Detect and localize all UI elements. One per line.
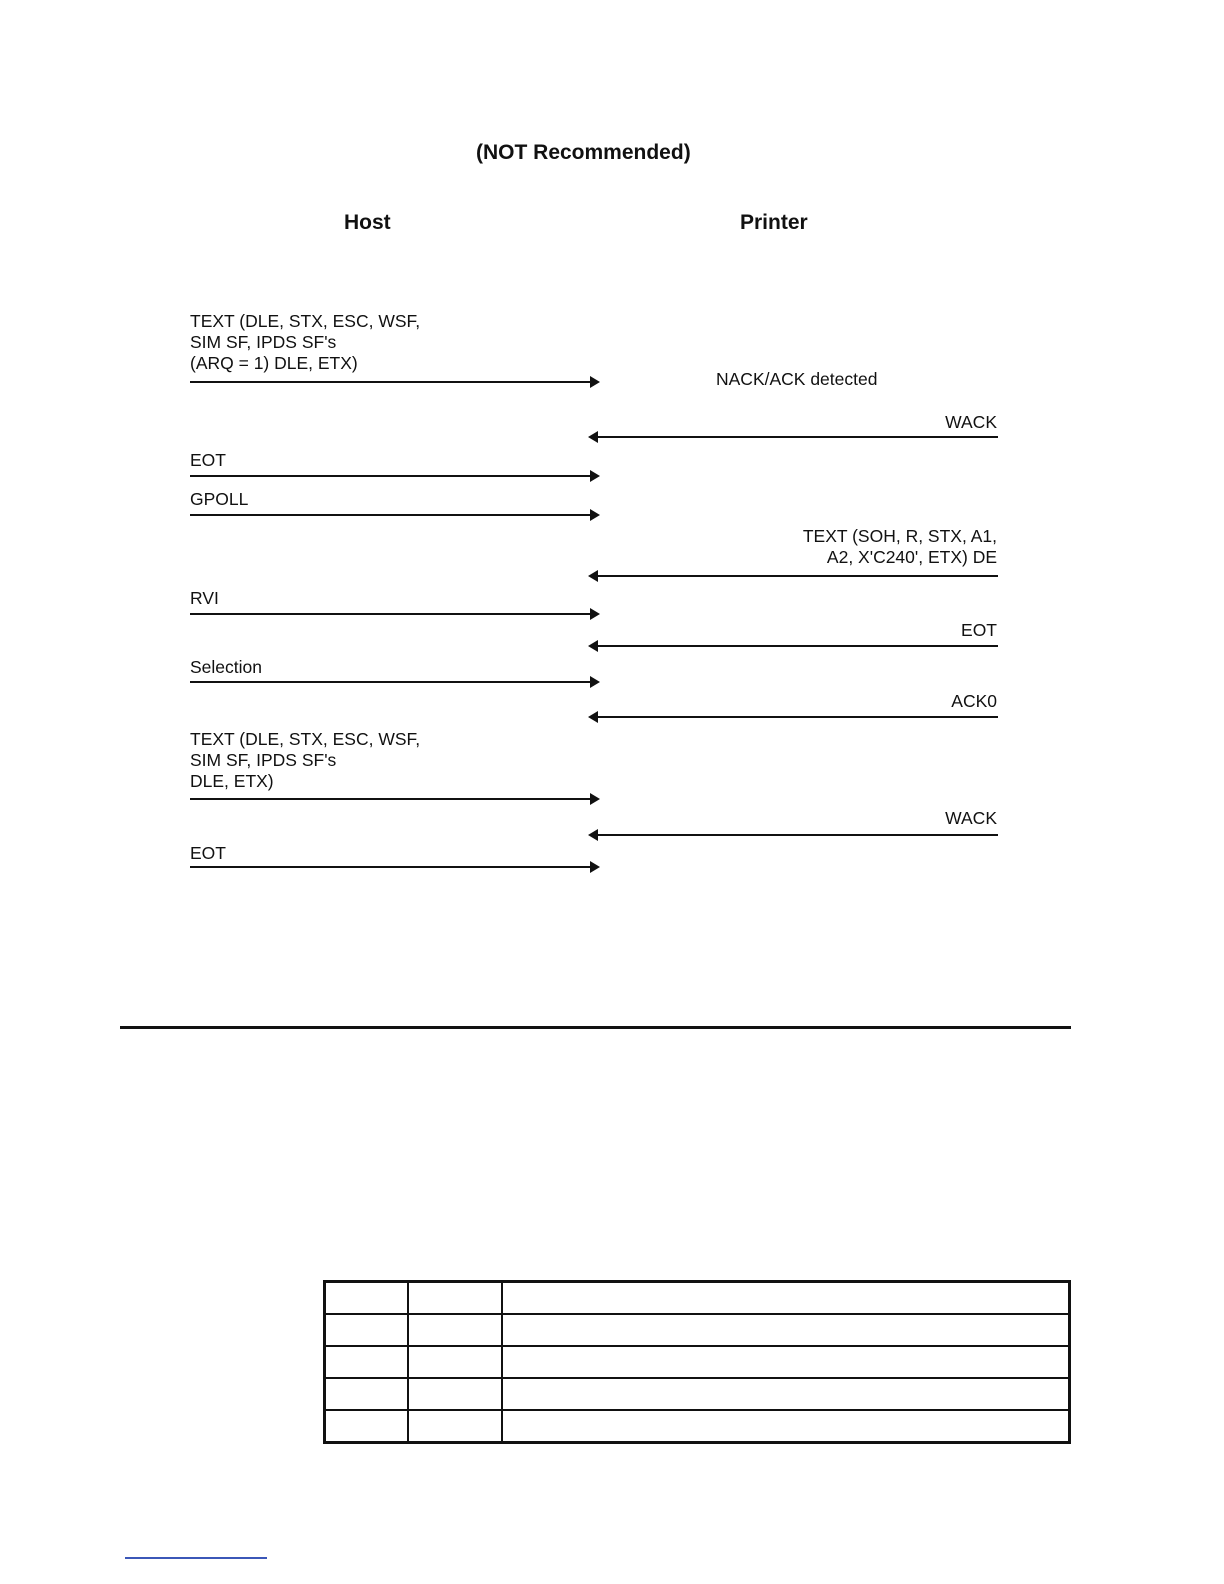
table-row bbox=[325, 1346, 1070, 1378]
section-divider bbox=[120, 1026, 1071, 1029]
message-line: WACK bbox=[945, 808, 997, 828]
message-label bbox=[190, 489, 248, 510]
printer-header: Printer bbox=[740, 211, 808, 234]
arrow-host-to-printer bbox=[190, 613, 594, 615]
message-line: ACK0 bbox=[951, 691, 997, 711]
table-row bbox=[325, 1378, 1070, 1410]
empty-table bbox=[323, 1280, 1071, 1444]
footer-link-underline[interactable] bbox=[125, 1557, 267, 1559]
table-cell bbox=[325, 1378, 408, 1410]
arrow-host-to-printer bbox=[190, 381, 594, 383]
table-cell bbox=[502, 1346, 1070, 1378]
message-line: EOT bbox=[961, 620, 997, 640]
message-line: EOT bbox=[190, 843, 226, 863]
table-cell bbox=[325, 1410, 408, 1443]
message-label bbox=[803, 526, 997, 568]
message-line: EOT bbox=[190, 450, 226, 470]
message-line: SIM SF, IPDS SF's bbox=[190, 750, 337, 770]
message-label bbox=[190, 843, 226, 864]
message-label bbox=[945, 808, 997, 829]
message-line: GPOLL bbox=[190, 489, 249, 509]
table-cell bbox=[502, 1378, 1070, 1410]
table-cell bbox=[408, 1410, 502, 1443]
message-line: Selection bbox=[190, 657, 262, 677]
message-line: RVI bbox=[190, 588, 219, 608]
message-line: TEXT (DLE, STX, ESC, WSF, bbox=[190, 729, 421, 749]
table-row bbox=[325, 1282, 1070, 1315]
arrow-printer-to-host bbox=[594, 834, 998, 836]
arrow-host-to-printer bbox=[190, 514, 594, 516]
table-cell bbox=[325, 1314, 408, 1346]
message-line: (ARQ = 1) DLE, ETX) bbox=[190, 353, 358, 373]
message-label bbox=[951, 691, 997, 712]
table-cell bbox=[408, 1282, 502, 1315]
table-cell bbox=[408, 1378, 502, 1410]
table-cell bbox=[408, 1314, 502, 1346]
nack-ack-note: NACK/ACK detected bbox=[716, 369, 878, 389]
table-cell bbox=[325, 1282, 408, 1315]
message-label bbox=[190, 588, 219, 609]
message-line: SIM SF, IPDS SF's bbox=[190, 332, 337, 352]
host-header: Host bbox=[344, 211, 391, 234]
arrow-host-to-printer bbox=[190, 798, 594, 800]
table-row bbox=[325, 1314, 1070, 1346]
arrow-printer-to-host bbox=[594, 436, 998, 438]
message-label bbox=[961, 620, 997, 641]
table-cell bbox=[502, 1314, 1070, 1346]
arrow-host-to-printer bbox=[190, 681, 594, 683]
arrow-printer-to-host bbox=[594, 575, 998, 577]
message-line: DLE, ETX) bbox=[190, 771, 274, 791]
arrow-host-to-printer bbox=[190, 475, 594, 477]
table-cell bbox=[502, 1410, 1070, 1443]
message-line: WACK bbox=[945, 412, 997, 432]
arrow-host-to-printer bbox=[190, 866, 594, 868]
arrow-printer-to-host bbox=[594, 645, 998, 647]
message-line: A2, X'C240', ETX) DE bbox=[826, 547, 997, 567]
message-label bbox=[190, 450, 226, 471]
table-row bbox=[325, 1410, 1070, 1443]
table-cell bbox=[325, 1346, 408, 1378]
arrow-printer-to-host bbox=[594, 716, 998, 718]
message-label bbox=[190, 657, 262, 678]
diagram-title: (NOT Recommended) bbox=[476, 141, 691, 164]
message-label bbox=[945, 412, 997, 433]
table-cell bbox=[408, 1346, 502, 1378]
message-label bbox=[190, 729, 420, 792]
message-label bbox=[190, 311, 420, 374]
message-line: TEXT (SOH, R, STX, A1, bbox=[802, 526, 997, 546]
table-cell bbox=[502, 1282, 1070, 1315]
message-line: TEXT (DLE, STX, ESC, WSF, bbox=[190, 311, 421, 331]
